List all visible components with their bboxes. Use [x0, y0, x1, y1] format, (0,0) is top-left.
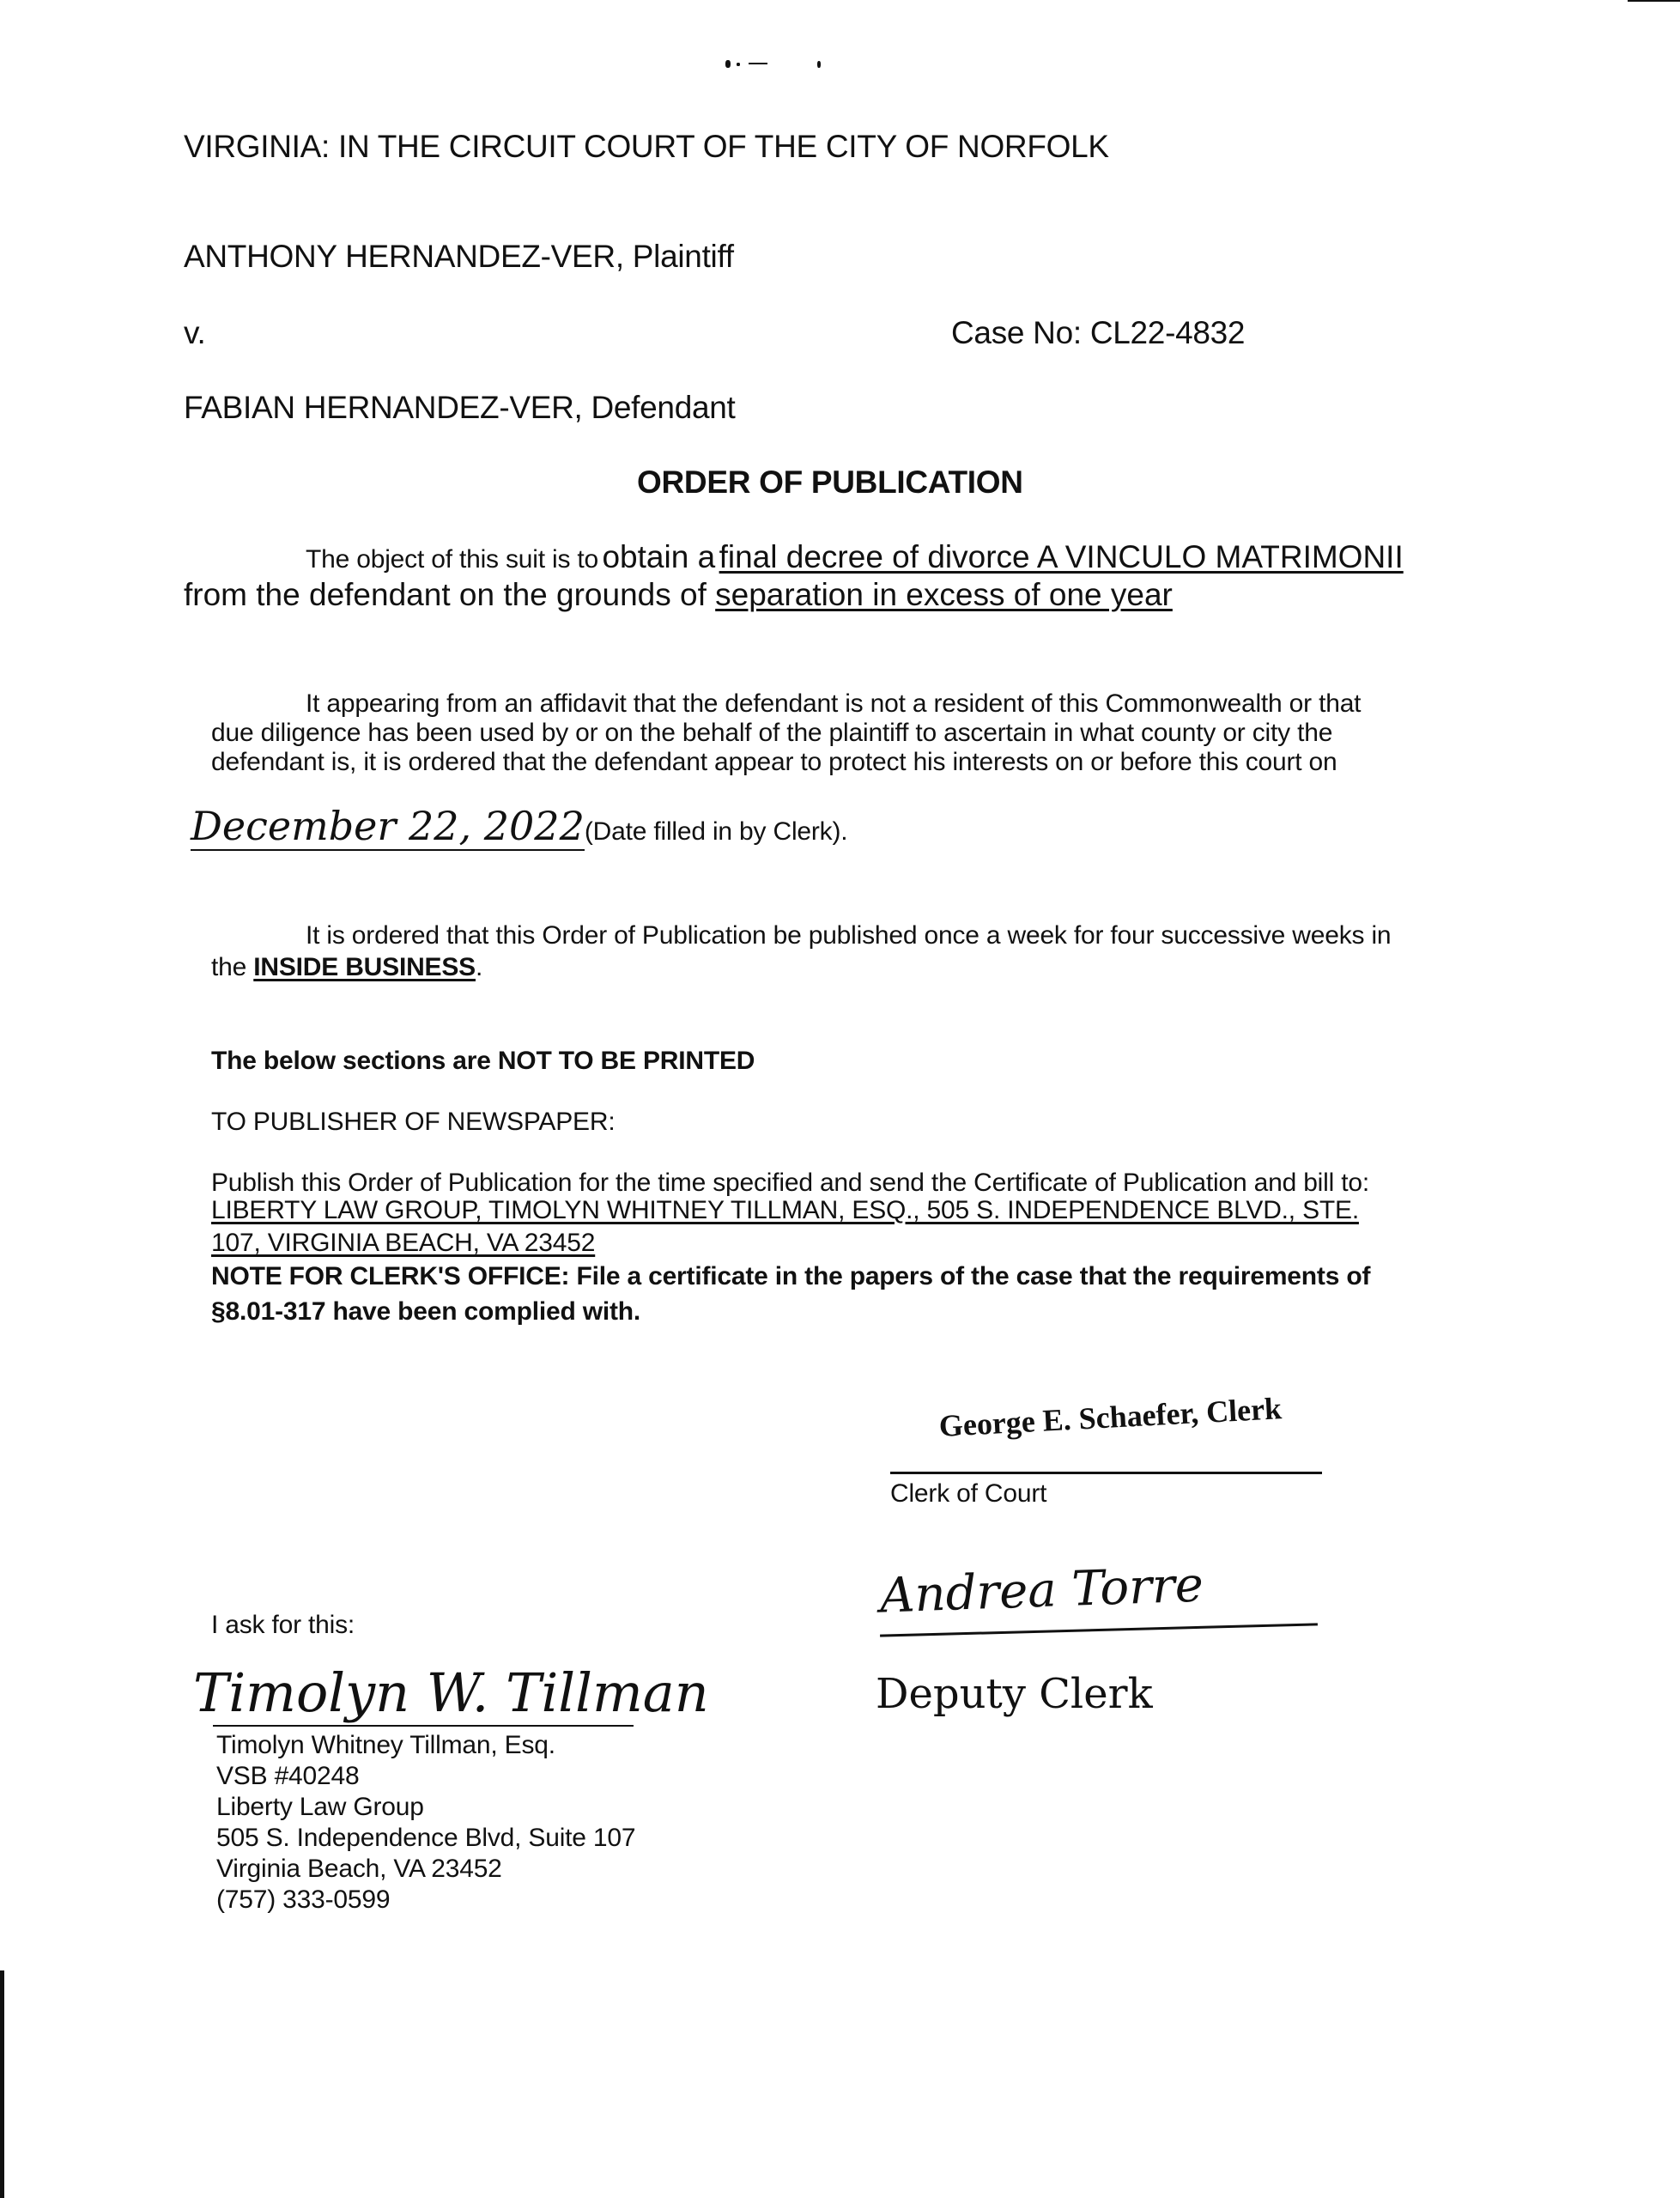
attorney-firm: Liberty Law Group: [216, 1793, 424, 1821]
object-paragraph-line2: [184, 577, 1173, 613]
bill-to-line1: LIBERTY LAW GROUP, TIMOLYN WHITNEY TILLMAN, ESQ., 505 S. INDEPENDENCE BLVD., STE.: [211, 1196, 1359, 1224]
clerk-signature-line: [890, 1472, 1322, 1474]
attorney-signature-line: [213, 1725, 634, 1727]
grounds-prefix: from the defendant on the grounds of: [184, 577, 707, 612]
date-note: (Date filled in by Clerk).: [584, 817, 848, 846]
scan-mark: [749, 63, 767, 64]
deputy-signature-line: [880, 1623, 1318, 1636]
publication-prefix: the: [211, 953, 247, 981]
not-printed-heading: [211, 1047, 755, 1076]
deputy-title: Deputy Clerk: [876, 1670, 1153, 1718]
page-title: ORDER OF PUBLICATION: [637, 464, 1023, 500]
deputy-signature: Andrea Torre: [878, 1557, 1204, 1624]
to-publisher: TO PUBLISHER OF NEWSPAPER:: [211, 1108, 616, 1136]
object-paragraph-line1: [306, 539, 1404, 575]
case-number: Case No: CL22-4832: [951, 315, 1246, 350]
affidavit-line3: defendant is, it is ordered that the defendant appear to protect his interests on or before this court on: [211, 748, 1337, 776]
object-prefix-large: obtain a: [602, 539, 716, 574]
attorney-vsb: VSB #40248: [216, 1762, 360, 1790]
decree-type: final decree of divorce A VINCULO MATRIMONII: [719, 539, 1404, 574]
not-printed-prefix: The below sections are: [211, 1047, 491, 1075]
attorney-address2: Virginia Beach, VA 23452: [216, 1855, 502, 1883]
attorney-signature: Timolyn W. Tillman: [193, 1661, 709, 1724]
bill-to-line2: 107, VIRGINIA BEACH, VA 23452: [211, 1229, 596, 1257]
affidavit-line1: It appearing from an affidavit that the defendant is not a resident of this Commonwealth or that: [306, 689, 1362, 718]
scan-edge-top: [1628, 0, 1680, 2]
clerk-note-line1: NOTE FOR CLERK'S OFFICE: File a certificate in the papers of the case that the requirements of: [211, 1262, 1371, 1290]
newspaper-name: INSIDE BUSINESS: [253, 953, 476, 981]
clerk-note-line2: §8.01-317 have been complied with.: [211, 1297, 641, 1326]
versus: v.: [184, 315, 206, 350]
clerk-title: Clerk of Court: [890, 1479, 1047, 1508]
attorney-address1: 505 S. Independence Blvd, Suite 107: [216, 1824, 636, 1852]
court-heading: VIRGINIA: IN THE CIRCUIT COURT OF THE CITY OF NORFOLK: [184, 129, 1109, 164]
handwritten-date: December 22, 2022: [191, 803, 585, 849]
publish-instruction: Publish this Order of Publication for the time specified and send the Certificate of Publication and bill to:: [211, 1169, 1369, 1197]
publication-suffix: .: [475, 953, 483, 981]
not-printed-emphasis: NOT TO BE PRINTED: [497, 1047, 755, 1075]
plaintiff-name: ANTHONY HERNANDEZ-VER, Plaintiff: [184, 239, 734, 274]
clerk-stamp: George E. Schaefer, Clerk: [937, 1391, 1283, 1444]
scan-edge-left: [0, 1970, 4, 2198]
attorney-name: Timolyn Whitney Tillman, Esq.: [216, 1731, 555, 1759]
grounds: separation in excess of one year: [715, 577, 1173, 612]
publication-line1: It is ordered that this Order of Publication be published once a week for four successive weeks in: [306, 921, 1392, 950]
ask-for-this: I ask for this:: [211, 1611, 355, 1639]
affidavit-line2: due diligence has been used by or on the behalf of the plaintiff to ascertain in what county or city the: [211, 719, 1333, 747]
attorney-phone: (757) 333-0599: [216, 1885, 391, 1914]
scan-mark: [737, 63, 740, 66]
appearance-date-line: [191, 803, 847, 849]
publication-line2: [211, 953, 482, 982]
defendant-name: FABIAN HERNANDEZ-VER, Defendant: [184, 390, 736, 425]
object-prefix: The object of this suit is to: [306, 545, 599, 574]
scan-mark: [817, 61, 821, 68]
scan-mark: [725, 60, 731, 68]
